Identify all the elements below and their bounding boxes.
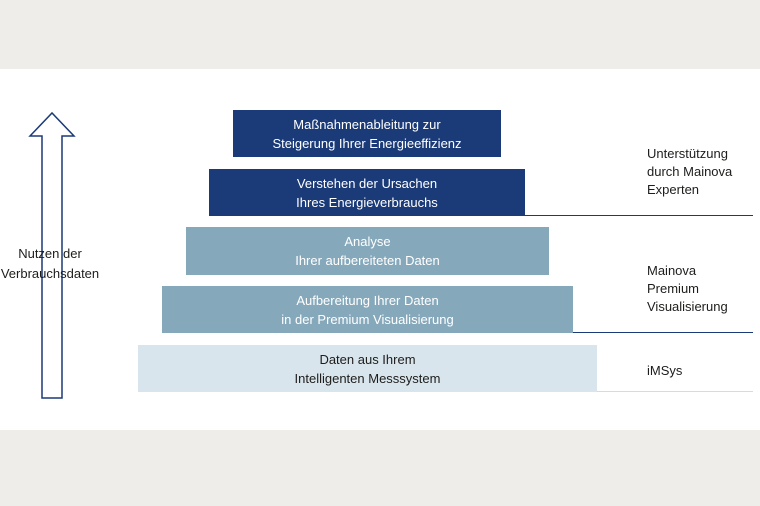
axis-label-line1: Nutzen der	[18, 246, 82, 261]
level-text-line1: Analyse	[344, 234, 391, 249]
group-divider-imsys	[597, 391, 753, 392]
side-label-line1: Mainova	[647, 263, 697, 278]
side-label-line1: iMSys	[647, 363, 683, 378]
group-divider-experts	[525, 215, 753, 216]
level-text-line2: Intelligenten Messsystem	[294, 370, 441, 386]
side-label-line3: Experten	[647, 182, 700, 197]
side-label-line3: Visualisierung	[647, 299, 728, 314]
level-text-line1: Aufbereitung Ihrer Daten	[296, 292, 439, 308]
side-label-imsys	[647, 362, 682, 380]
side-label-premium-visualization	[647, 262, 728, 316]
pyramid-level-analysis	[186, 227, 549, 275]
level-text-line1: Daten aus Ihrem	[319, 351, 416, 367]
pyramid-level-data-source	[138, 345, 597, 392]
pyramid-level-measures	[233, 110, 501, 157]
pyramid-level-understanding	[209, 169, 525, 216]
group-divider-visualization	[573, 332, 753, 333]
side-label-experts	[647, 145, 732, 199]
axis-label	[0, 244, 120, 284]
level-text-line1: Verstehen der Ursachen	[296, 175, 438, 191]
side-label-line2: Premium	[647, 281, 700, 296]
level-text-line2: Ihrer aufbereiteten Daten	[295, 253, 440, 268]
level-text-line2: Steigerung Ihrer Energieeffizienz	[272, 135, 462, 151]
side-label-line1: Unterstützung	[647, 146, 728, 161]
level-text-line2: Ihres Energieverbrauchs	[296, 194, 438, 210]
axis-label-line2: Verbrauchsdaten	[0, 266, 100, 281]
pyramid-level-preparation	[162, 286, 573, 333]
side-label-line2: durch Mainova	[647, 164, 733, 179]
level-text-line1: Maßnahmenableitung zur	[293, 116, 441, 132]
level-text-line2: in der Premium Visualisierung	[281, 311, 454, 327]
